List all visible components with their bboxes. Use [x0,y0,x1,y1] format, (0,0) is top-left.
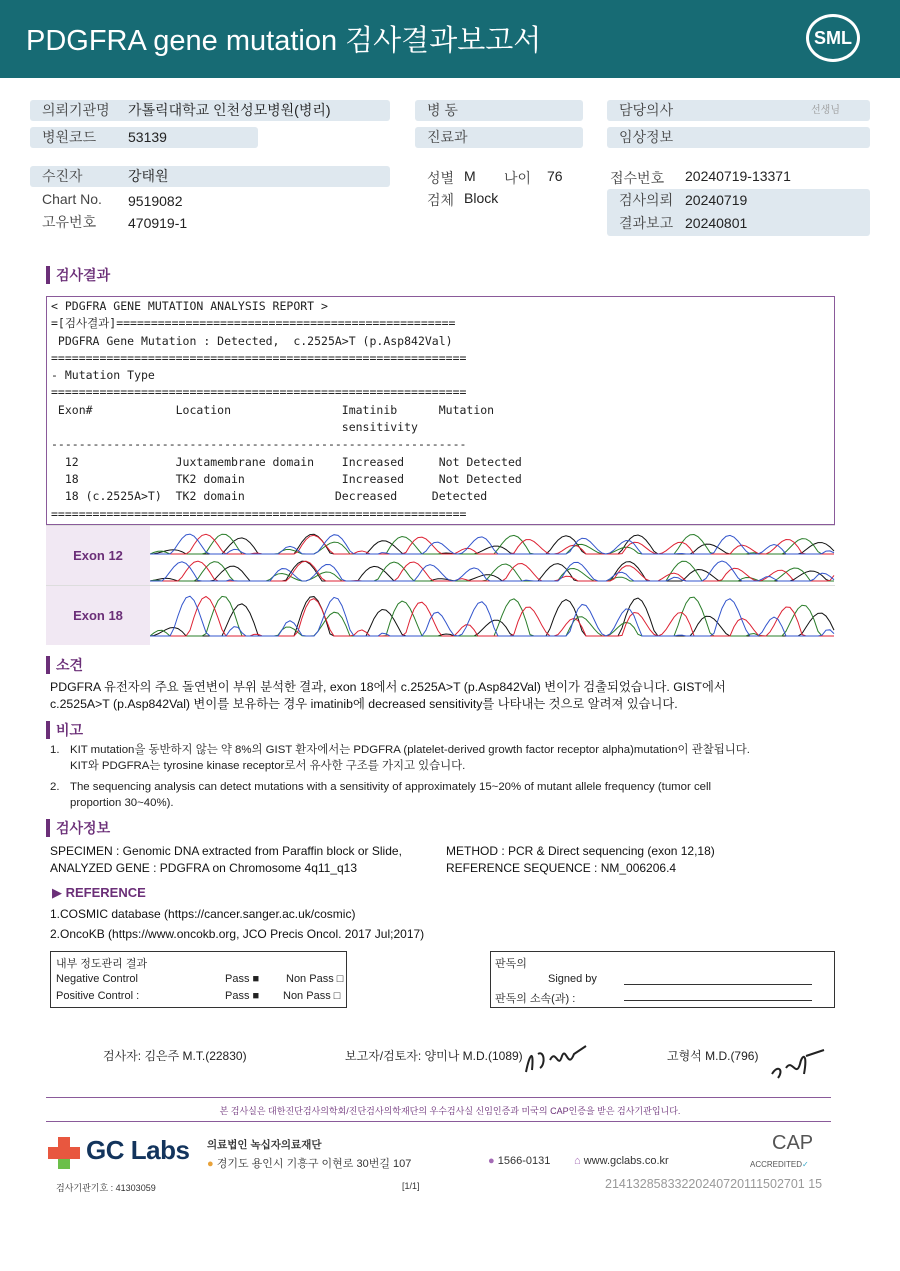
doctor: 고형석 M.D.(796) [667,1049,759,1063]
website: www.gclabs.co.kr [583,1155,669,1167]
report-line: ============================================================ [51,350,467,365]
signature-line [624,984,812,985]
sml-logo: SML [806,14,860,62]
receipt-no: 20240719-13371 [685,168,791,184]
reader-box [490,951,835,1008]
address: 경기도 용인시 기흥구 이현로 30번길 107 [216,1158,412,1170]
ward-row [415,100,583,121]
request-date: 20240719 [685,192,748,208]
divider [46,1097,831,1098]
report-box [46,296,835,525]
certification-text: 본 검사실은 대한진단검사의학회/진단검사의학재단의 우수검사실 신임인증과 미국의 CAP인증을 받은 검사기관입니다. [219,1106,681,1116]
num: 1. [50,744,60,756]
label: 나이 [504,170,532,186]
report-line: Exon# Location Imatinib Mutation [51,402,495,417]
label: ACCREDITED [750,1160,803,1169]
exon-label: Exon 18 [46,586,150,645]
reporter: 보고자/검토자: 양미나 M.D.(1089) [345,1049,523,1063]
web-icon: ⌂ [574,1155,581,1167]
page-title: PDGFRA gene mutation 검사결과보고서 [26,25,542,57]
line: proportion 30~40%). [70,797,174,809]
sex: M [464,168,476,184]
phone: 1566-0131 [497,1155,551,1167]
label: Positive Control : [56,990,140,1002]
barcode-number: 21413285833220240720111502701 15 [605,1177,823,1191]
dept-row [415,127,583,148]
org-name: 의료법인 녹십자의료재단 [207,1139,322,1151]
pass-label: Pass [225,973,250,985]
report-line: ============================================================ [51,506,467,521]
label: 담당의사 [619,102,674,118]
method-info: METHOD : PCR & Direct sequencing (exon 12,18) [446,844,715,858]
patient-row [30,166,390,187]
clinical-row [607,127,870,148]
reader-title: 판독의 [495,958,527,970]
cap-accredited [750,1160,809,1170]
label: 검체 [427,192,455,208]
dates-box [607,189,870,236]
line: KIT mutation을 동반하지 않는 약 8%의 GIST 환자에서는 PDGFRA (platelet-derived growth factor receptor alpha)mutation이 관찰됩니다. [70,744,750,756]
trace-1 [150,534,834,554]
label: Chart No. [42,191,102,207]
trace-3 [150,596,834,636]
report-line: 12 Juxtamembrane domain Increased Not Detected [51,454,522,469]
label: 접수번호 [610,170,665,186]
label: 병 동 [427,102,458,118]
label: 진료과 [427,129,468,145]
trace-0 [150,534,834,554]
signature-line [624,1000,812,1001]
trace-3 [150,561,834,581]
report-date: 20240801 [685,215,748,231]
label: 판독의 소속(과) : [495,993,576,1005]
label: Negative Control [56,973,138,985]
line: KIT와 PDGFRA는 tyrosine kinase receptor로서 유사한 구조를 가지고 있습니다. [70,760,466,772]
report-line: sensitivity [51,420,418,435]
reference-title: ▶ REFERENCE [52,885,146,900]
checkbox-checked-icon: ■ [252,990,260,1002]
qc-title: 내부 정도관리 결과 [56,958,148,970]
chromatogram-exon12 [46,525,835,585]
section-test-info: 검사정보 [46,819,110,837]
institution-number: 검사기관기호 : 41303059 [56,1183,156,1193]
refseq-info: REFERENCE SEQUENCE : NM_006206.4 [446,861,677,875]
specimen: Block [464,190,499,206]
note-1 [50,742,750,774]
section-result: 검사결과 [46,266,110,284]
trace-2 [150,597,834,636]
chromatogram-trace [150,586,835,646]
gene-info: ANALYZED GENE : PDGFRA on Chromosome 4q11_q13 [50,861,358,875]
line: c.2525A>T (p.Asp842Val) 변이를 보유하는 경우 imatinib에 decreased sensitivity를 나타내는 것으로 알려져 있습니다. [50,697,678,711]
label: 수진자 [42,168,83,184]
trace-2 [150,534,834,554]
reference-item: 2.OncoKB (https://www.oncokb.org, JCO Precis Oncol. 2017 Jul;2017) [50,927,425,941]
chart-no: 9519082 [128,193,183,209]
gc-cross-logo-icon [46,1135,82,1171]
trace-1 [150,561,834,581]
pass-label: Pass [225,990,250,1002]
qc-box [50,951,347,1008]
label: 성별 [427,170,455,186]
label: 고유번호 [42,214,97,230]
num: 2. [50,781,60,793]
doctor-row [607,100,870,121]
signature-image [522,1042,592,1077]
trace-0 [150,561,834,581]
nonpass-label: Non Pass [283,990,331,1002]
line: The sequencing analysis can detect mutations with a sensitivity of approximately 15~20% of mutant allele frequency (tumor cell [70,781,712,793]
page-number: [1/1] [402,1181,420,1191]
nonpass-label: Non Pass [286,973,334,985]
location-icon: ● [207,1158,214,1170]
label: 결과보고 [619,215,674,231]
institution-row [30,100,390,121]
hospital-code: 53139 [128,129,167,145]
patient-name: 강태원 [128,168,169,184]
chromatogram-trace [150,526,835,586]
divider [46,1121,831,1122]
line: PDGFRA 유전자의 주요 돌연변이 부위 분석한 결과, exon 18에서 c.2525A>T (p.Asp842Val) 변이가 검출되었습니다. GIST에서 [50,680,726,694]
trace-3 [150,534,834,554]
trace-0 [150,597,834,636]
label: 병원코드 [42,129,97,145]
report-line: 18 (c.2525A>T) TK2 domain Decreased Detected [51,489,488,504]
hospital-code-row [30,127,258,148]
cap-logo: CAP [772,1132,814,1154]
label: 임상정보 [619,129,674,145]
trace-2 [150,561,834,581]
section-notes: 비고 [46,721,83,739]
trace-1 [150,596,834,636]
report-line: - Mutation Type [51,368,155,383]
report-line: ============================================================ [51,385,467,400]
specimen-info: SPECIMEN : Genomic DNA extracted from Paraffin block or Slide, [50,844,402,858]
phone-icon: ● [488,1155,495,1167]
tester: 검사자: 김은주 M.T.(22830) [103,1049,247,1063]
doctor-suffix: 선생님 [811,105,840,116]
label: 의뢰기관명 [42,102,110,118]
signature-image [768,1044,828,1084]
report-line: =[검사결과]================================================= [51,316,456,331]
exon-label: Exon 12 [46,526,150,585]
checkbox-empty-icon: □ [336,973,344,985]
age: 76 [547,168,563,184]
checkbox-empty-icon: □ [333,990,341,1002]
section-opinion: 소견 [46,656,83,674]
note-2 [50,779,711,811]
institution: 가톨릭대학교 인천성모병원(병리) [128,102,331,118]
report-line: PDGFRA Gene Mutation : Detected, c.2525A>T (p.Asp842Val) [51,333,453,348]
label: Signed by [548,973,597,985]
report-line: 18 TK2 domain Increased Not Detected [51,471,522,486]
patient-id: 470919-1 [128,215,188,231]
check-icon: ✓ [802,1160,809,1169]
opinion-text [50,679,726,713]
label: 검사의뢰 [619,192,674,208]
reference-item: 1.COSMIC database (https://cancer.sanger.ac.uk/cosmic) [50,907,356,921]
report-line: < PDGFRA GENE MUTATION ANALYSIS REPORT > [51,299,328,313]
report-line: ------------------------------------------------------------ [51,437,467,452]
gc-labs-brand: GC Labs [86,1135,190,1165]
checkbox-checked-icon: ■ [252,973,260,985]
title-bar [0,0,900,78]
chromatogram-exon18 [46,585,835,645]
